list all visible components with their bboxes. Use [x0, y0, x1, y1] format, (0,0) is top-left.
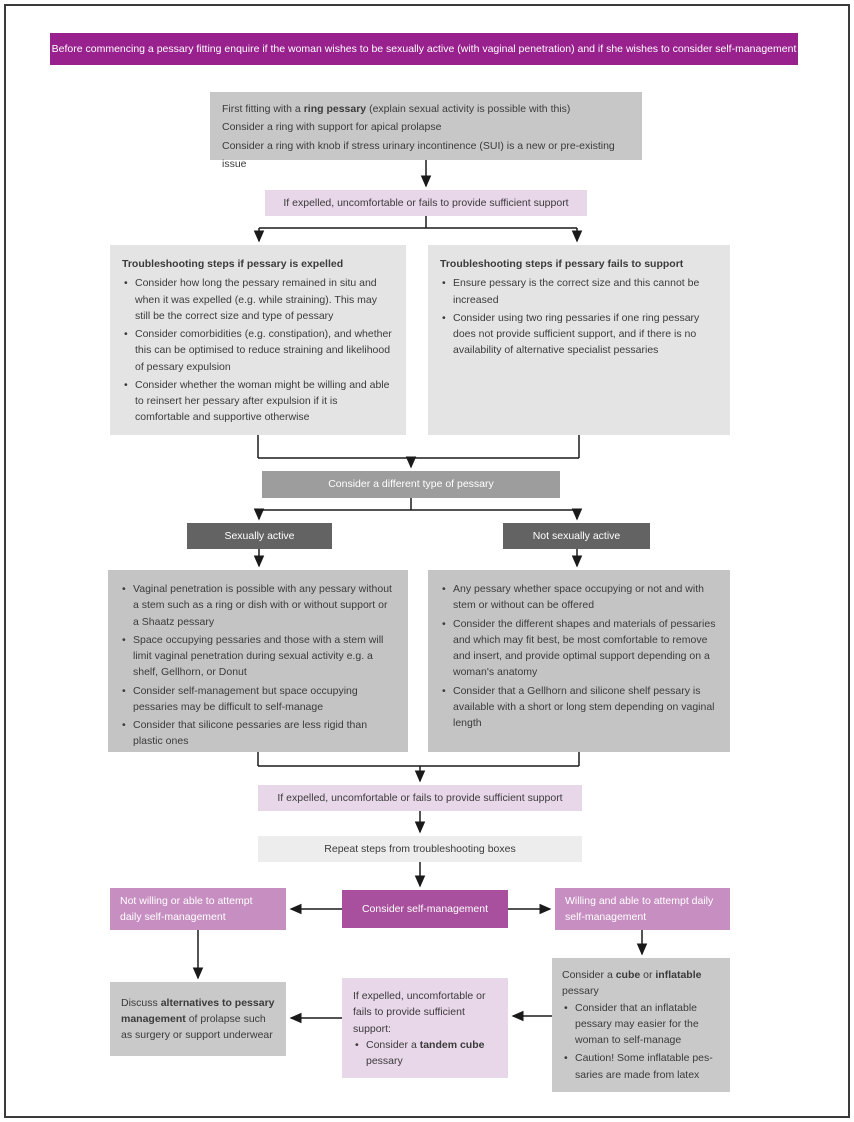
- list-item: • Consider that a Gellhorn and silicone shelf pessary is available with a short or long stem depending on vaginal length: [440, 683, 718, 732]
- troubleshooting-expelled-box: [110, 245, 406, 435]
- list-item: • Consider a tandem cube pessary: [353, 1037, 497, 1070]
- list-item: • Consider comorbidities (e.g. constipation), and whether this can be optimised to reduce straining and likelihood of pessary expulsion: [122, 326, 394, 375]
- condition-expelled-1: If expelled, uncomfortable or fails to provide sufficient support: [265, 190, 587, 216]
- list-item: • Consider that an inflatable pessary may easier for the woman to self-manage: [562, 1000, 720, 1049]
- tandem-cube-box: [342, 978, 508, 1078]
- willing-box: Willing and able to attempt daily self-management: [555, 888, 730, 930]
- first-fitting-line-1: First fitting with a ring pessary (explain sexual activity is possible with this): [222, 103, 571, 115]
- list-item: • Consider whether the woman might be willing and able to reinsert her pessary after expulsion if it is comfortable and supportive otherwise: [122, 377, 394, 426]
- not-sexually-active-details-list: [440, 581, 718, 731]
- intro-banner: [50, 33, 798, 65]
- first-fitting-line-3: Consider a ring with knob if stress urinary incontinence (SUI) is a new or pre-existing issue: [222, 139, 615, 171]
- list-item: • Ensure pessary is the correct size and this cannot be increased: [440, 275, 718, 308]
- list-item: • Any pessary whether space occupying or not and with stem or without can be offered: [440, 581, 718, 614]
- troubleshooting-support-list: [440, 275, 718, 358]
- branch-not-sexually-active: Not sexually active: [503, 523, 650, 549]
- first-fitting-line-2: Consider a ring with support for apical prolapse: [222, 121, 442, 134]
- list-item: • Consider the different shapes and materials of pessaries and which may fit best, be most comfortable to remove and insert, and provide optimal support depending on a woman's anatomy: [440, 616, 718, 681]
- sexually-active-details-box: [108, 570, 408, 752]
- troubleshooting-expelled-list: [122, 275, 394, 425]
- cube-inflatable-intro: Consider a cube or inflatable pessary: [562, 969, 702, 998]
- branch-sexually-active: Sexually active: [187, 523, 332, 549]
- list-item: • Vaginal penetration is possible with any pessary without a stem such as a ring or dish with or without support or a Shaatz pessary: [120, 581, 396, 630]
- troubleshooting-support-title: Troubleshooting steps if pessary fails to support: [440, 258, 684, 270]
- list-item: • Consider self-management but space occupying pessaries may be difficult to self-manage: [120, 683, 396, 716]
- tandem-cube-intro: If expelled, uncomfortable or fails to provide sufficient support:: [353, 990, 486, 1035]
- list-item: • Caution! Some inflatable pes-saries are made from latex: [562, 1050, 720, 1083]
- discuss-alternatives-text: Discuss alternatives to pessary management of prolapse such as surgery or support underwear: [121, 996, 275, 1042]
- list-item: • Consider using two ring pessaries if one ring pessary does not provide sufficient support, and if there is no availability of alternative specialist pessaries: [440, 310, 718, 359]
- discuss-alternatives-box: [110, 982, 286, 1056]
- first-fitting-box: [210, 92, 642, 171]
- not-sexually-active-details-box: [428, 570, 730, 752]
- list-item: • Consider that silicone pessaries are less rigid than plastic ones: [120, 717, 396, 750]
- sexually-active-details-list: [120, 581, 396, 750]
- cube-inflatable-box: [552, 958, 730, 1092]
- list-item: • Consider how long the pessary remained in situ and when it was expelled (e.g. while straining). This may still be the correct size and type of pessary: [122, 275, 394, 324]
- consider-self-management-box: Consider self-management: [342, 890, 508, 928]
- condition-expelled-2: If expelled, uncomfortable or fails to provide sufficient support: [258, 785, 582, 811]
- intro-banner-text: Before commencing a pessary fitting enquire if the woman wishes to be sexually active (with vaginal penetration) and if she wishes to consider self-management: [51, 42, 797, 55]
- repeat-steps-box: Repeat steps from troubleshooting boxes: [258, 836, 582, 862]
- tandem-cube-list: [353, 1037, 497, 1070]
- consider-different-type-box: Consider a different type of pessary: [262, 471, 560, 498]
- troubleshooting-support-box: [428, 245, 730, 435]
- not-willing-box: Not willing or able to attempt daily self-management: [110, 888, 286, 930]
- troubleshooting-expelled-title: Troubleshooting steps if pessary is expelled: [122, 258, 344, 270]
- list-item: • Space occupying pessaries and those with a stem will limit vaginal penetration during sexual activity e.g. a shelf, Gellhorn, or Donut: [120, 632, 396, 681]
- cube-inflatable-list: [562, 1000, 720, 1083]
